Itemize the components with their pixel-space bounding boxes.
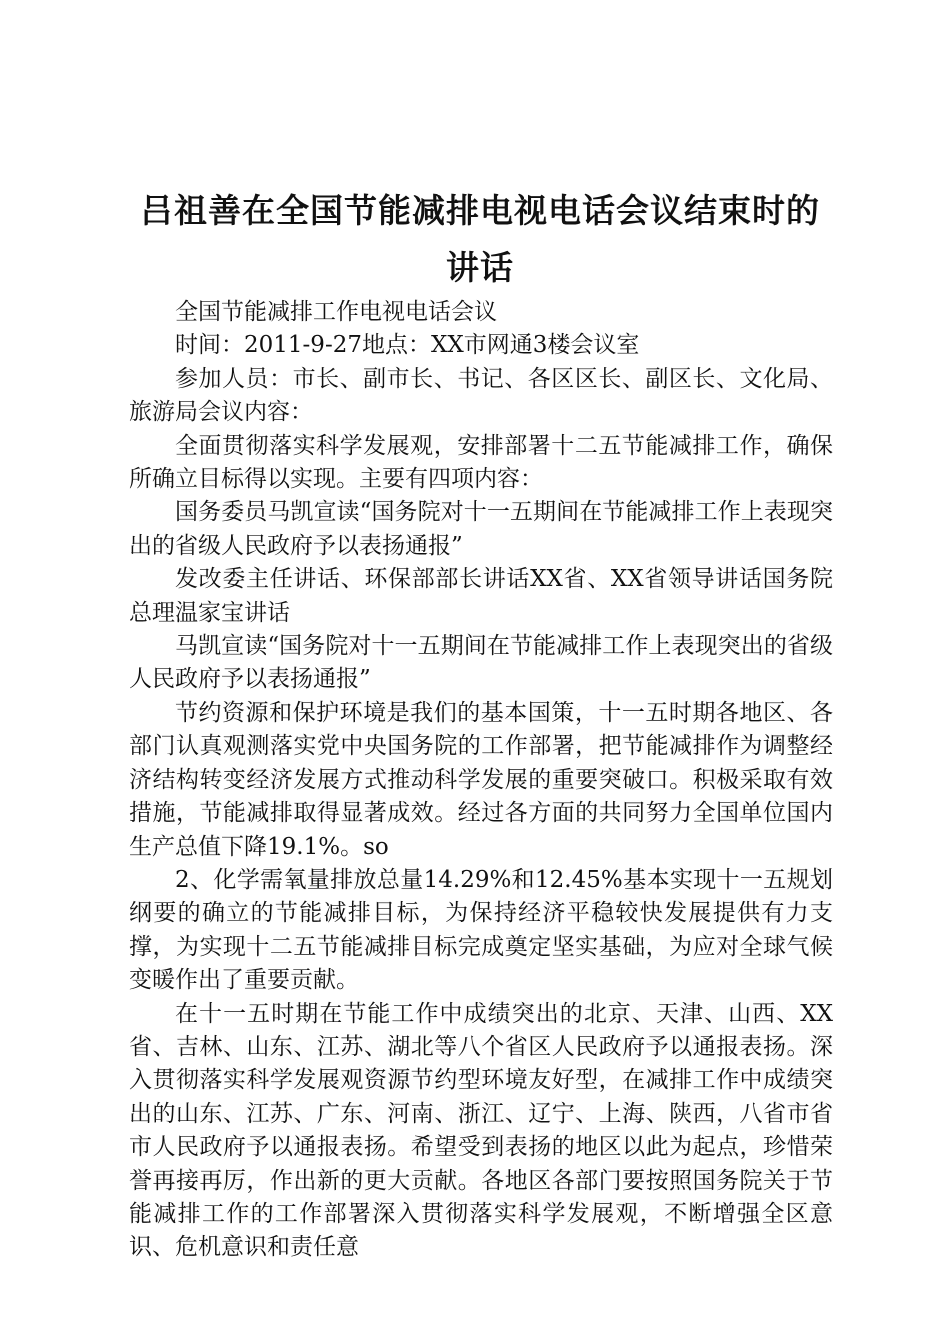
paragraph-time-location: 时间：2011-9-27地点：XX市网通3楼会议室 [175, 332, 640, 359]
paragraph-emission-targets: 2、化学需氧量排放总量14.29%和12.45%基本实现十一五规划纲要的确立的节能减排目标，为保持经济平稳较快发展提供有力支撑，为实现十二五节能减排目标完成奠定坚实基础，为应对全球气候变暖作出了重要贡献。 [129, 866, 833, 994]
document-body [129, 296, 833, 1265]
paragraph-speeches: 发改委主任讲话、环保部部长讲话XX省、XX省领导讲话国务院总理温家宝讲话 [129, 566, 833, 626]
paragraph-announcement-repeat: 马凯宣读“国务院对十一五期间在节能减排工作上表现突出的省级人民政府予以表扬通报” [129, 633, 833, 693]
paragraph-commendations: 在十一五时期在节能工作中成绩突出的北京、天津、山西、XX省、吉林、山东、江苏、湖北等八个省区人民政府予以通报表扬。深入贯彻落实科学发展观资源节约型环境友好型，在减排工作中成绩突出的山东、江苏、广东、河南、浙江、辽宁、上海、陕西，八省市省市人民政府予以通报表扬。希望受到表扬的地区以此为起点，珍惜荣誉再接再厉，作出新的更大贡献。各地区各部门要按照国务院关于节能减排工作的工作部署深入贯彻落实科学发展观，不断增强全区意识、危机意识和责任意 [129, 1000, 833, 1261]
paragraph-meeting-name: 全国节能减排工作电视电话会议 [175, 299, 497, 325]
paragraph-attendees: 参加人员：市长、副市长、书记、各区区长、副区长、文化局、旅游局会议内容： [129, 365, 833, 426]
paragraph-national-policy: 节约资源和保护环境是我们的基本国策，十一五时期各地区、各部门认真观测落实党中央国务院的工作部署，把节能减排作为调整经济结构转变经济发展方式推动科学发展的重要突破口。积极采取有效措施，节能减排取得显著成效。经过各方面的共同努力全国单位国内生产总值下降19.1%。so [129, 699, 833, 860]
paragraph-content-summary: 全面贯彻落实科学发展观，安排部署十二五节能减排工作，确保所确立目标得以实现。主要有四项内容： [129, 432, 833, 493]
document-title-line-1: 吕祖善在全国节能减排电视电话会议结束时的 [140, 191, 820, 230]
paragraph-announcement: 国务委员马凯宣读“国务院对十一五期间在节能减排工作上表现突出的省级人民政府予以表扬通报” [129, 499, 833, 559]
document-title-line-2: 讲话 [446, 248, 514, 287]
